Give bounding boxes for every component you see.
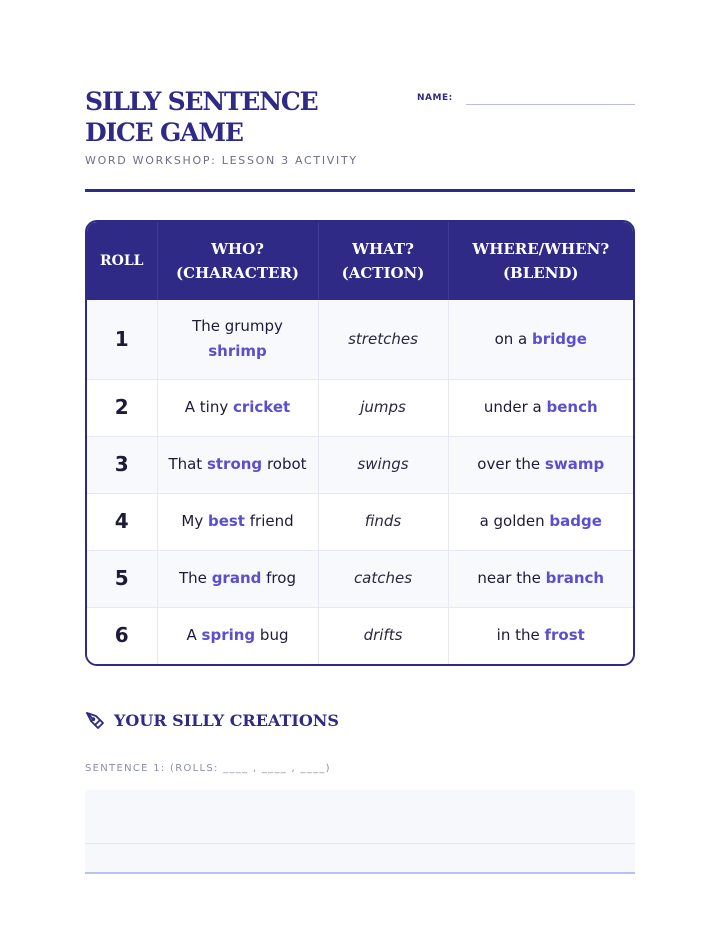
where-highlight: badge — [549, 512, 602, 530]
table-row — [87, 436, 633, 493]
who-text: That — [168, 455, 207, 473]
who-cell — [157, 436, 318, 493]
action-cell: stretches — [318, 300, 448, 379]
who-text: The grumpy — [192, 317, 283, 336]
action-cell: catches — [318, 550, 448, 607]
header-where-line2: (BLEND) — [502, 264, 579, 282]
action-cell: finds — [318, 493, 448, 550]
who-cell — [157, 607, 318, 664]
name-label: NAME: — [417, 93, 453, 103]
header-where-line1: WHERE/WHEN? — [472, 240, 610, 258]
sentence-1-label: SENTENCE 1: (ROLLS: ____ , ____ , ____) — [85, 763, 331, 774]
page-title: SILLY SENTENCE DICE GAME — [85, 87, 318, 147]
worksheet-header — [85, 86, 635, 167]
action-cell: jumps — [318, 379, 448, 436]
page-subtitle: WORD WORKSHOP: LESSON 3 ACTIVITY — [85, 154, 358, 167]
who-text-end: frog — [261, 569, 296, 587]
table-row — [87, 607, 633, 664]
header-roll: ROLL — [87, 222, 157, 300]
header-divider — [85, 189, 635, 192]
where-cell — [448, 436, 633, 493]
who-text-end: bug — [255, 626, 289, 645]
where-text: over the — [477, 455, 545, 473]
roll-number: 4 — [87, 493, 157, 550]
creations-title: YOUR SILLY CREATIONS — [114, 710, 339, 730]
table-header-row — [87, 222, 633, 300]
roll-number: 3 — [87, 436, 157, 493]
who-highlight: grand — [211, 569, 262, 587]
table-row — [87, 300, 633, 379]
action-cell: swings — [318, 436, 448, 493]
who-highlight: spring — [201, 626, 256, 645]
who-cell — [157, 300, 318, 379]
header-who — [157, 222, 318, 300]
where-text: on a — [494, 329, 532, 348]
where-text: near the — [477, 569, 546, 587]
header-what-line2: (ACTION) — [341, 264, 425, 282]
who-text: The — [179, 569, 212, 587]
header-where — [448, 222, 633, 300]
where-cell — [448, 607, 633, 664]
header-what — [318, 222, 448, 300]
write-baseline — [85, 872, 635, 874]
action-cell: drifts — [318, 607, 448, 664]
sentence-1-write-area[interactable] — [85, 790, 635, 874]
who-highlight: shrimp — [208, 342, 267, 361]
where-highlight: branch — [545, 569, 605, 587]
name-write-line[interactable] — [466, 104, 635, 105]
table-row — [87, 493, 633, 550]
roll-number: 6 — [87, 607, 157, 664]
roll-number: 2 — [87, 379, 157, 436]
where-cell — [448, 379, 633, 436]
who-text-end: friend — [244, 512, 294, 530]
where-highlight: bridge — [531, 329, 587, 348]
dice-table — [85, 220, 635, 666]
where-text: under a — [483, 398, 547, 416]
where-text: a golden — [479, 512, 550, 530]
write-line — [85, 843, 635, 844]
where-highlight: frost — [544, 626, 585, 645]
who-highlight: best — [207, 512, 245, 530]
who-cell — [157, 550, 318, 607]
who-text: A tiny — [184, 398, 233, 416]
header-who-line2: (CHARACTER) — [175, 264, 300, 282]
where-highlight: bench — [546, 398, 598, 416]
who-highlight: strong — [206, 455, 263, 473]
where-cell — [448, 300, 633, 379]
header-who-line1: WHO? — [211, 240, 264, 258]
creations-section — [85, 710, 635, 774]
table-row — [87, 550, 633, 607]
roll-number: 1 — [87, 300, 157, 379]
where-highlight: swamp — [544, 455, 605, 473]
roll-number: 5 — [87, 550, 157, 607]
who-text: A — [186, 626, 202, 645]
where-cell — [448, 550, 633, 607]
who-text-end: robot — [262, 455, 307, 473]
who-cell — [157, 493, 318, 550]
who-cell — [157, 379, 318, 436]
where-cell — [448, 493, 633, 550]
where-text: in the — [496, 626, 545, 645]
pen-icon — [85, 710, 105, 730]
table-row — [87, 379, 633, 436]
creations-heading — [85, 710, 635, 730]
who-highlight: cricket — [232, 398, 291, 416]
who-text: My — [181, 512, 208, 530]
header-what-line1: WHAT? — [352, 240, 414, 258]
